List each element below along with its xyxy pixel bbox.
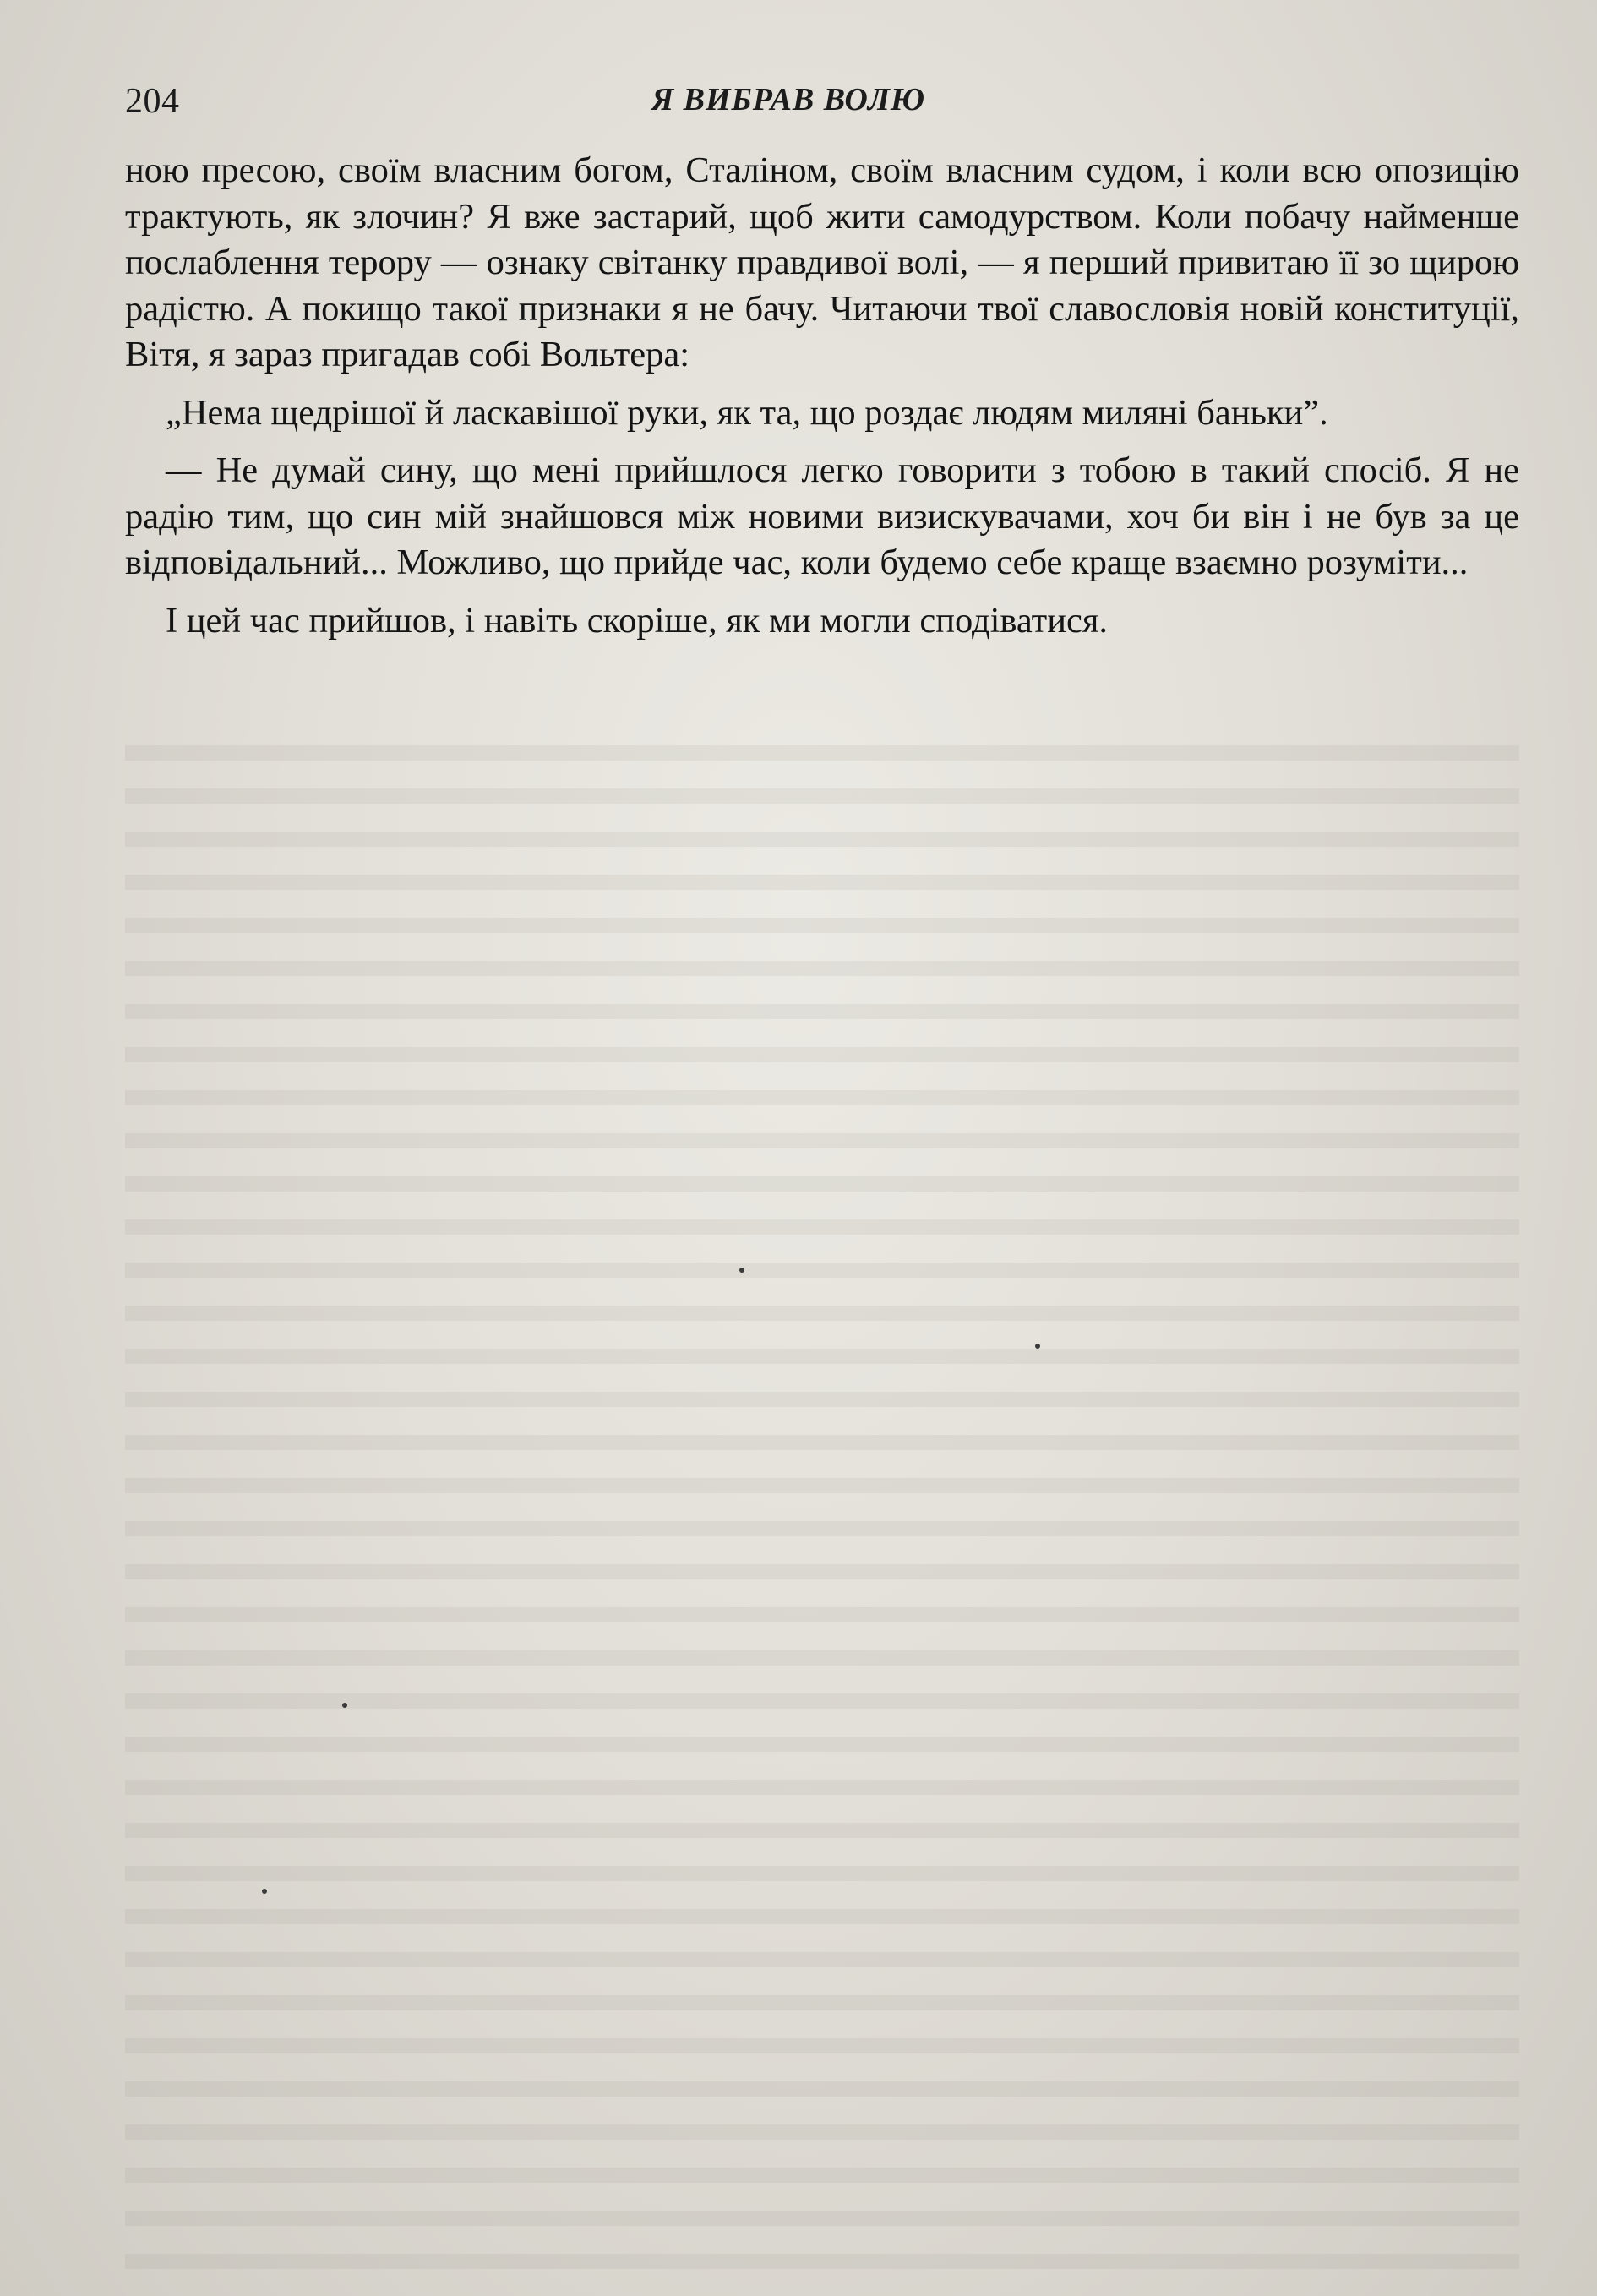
paragraph: ною пресою, своїм власним богом, Сталіном, своїм власним судом, і коли всю опозицію трактують, як злочин? Я вже застарий, щоб жити самодурством. Коли побачу найменше послаблення терору — ознаку світанку правдивої волі, — я перший привитаю її зо щирою радістю. А покищо такої признаки я не бачу. Читаючи твої славословія новій конституції, Вітя, я зараз пригадав собі Вольтера: [125, 150, 1519, 374]
running-head [125, 74, 1519, 134]
bleed-through-text [125, 727, 1519, 2273]
paper-speck [342, 1703, 347, 1708]
paper-speck [739, 1268, 744, 1273]
page-number: 204 [125, 82, 180, 121]
body-text [125, 148, 1519, 656]
paragraph: — Не думай сину, що мені прийшлося легко говорити з тобою в такий спосіб. Я не радію тим, що син мій знайшовся між новими визискувачами, хоч би він і не був за це відповідальний... Можливо, що прийде час, коли будемо себе краще взаємно розуміти... [125, 450, 1519, 582]
quote-paragraph: „Нема щедрішої й ласкавішої руки, як та, що роздає людям миляні баньки”. [166, 392, 1328, 433]
paragraph: І цей час прийшов, і навіть скоріше, як ми могли сподіватися. [166, 600, 1109, 641]
paper-speck [262, 1889, 267, 1894]
running-title: Я ВИБРАВ ВОЛЮ [651, 82, 926, 117]
paper-speck [1035, 1344, 1040, 1349]
